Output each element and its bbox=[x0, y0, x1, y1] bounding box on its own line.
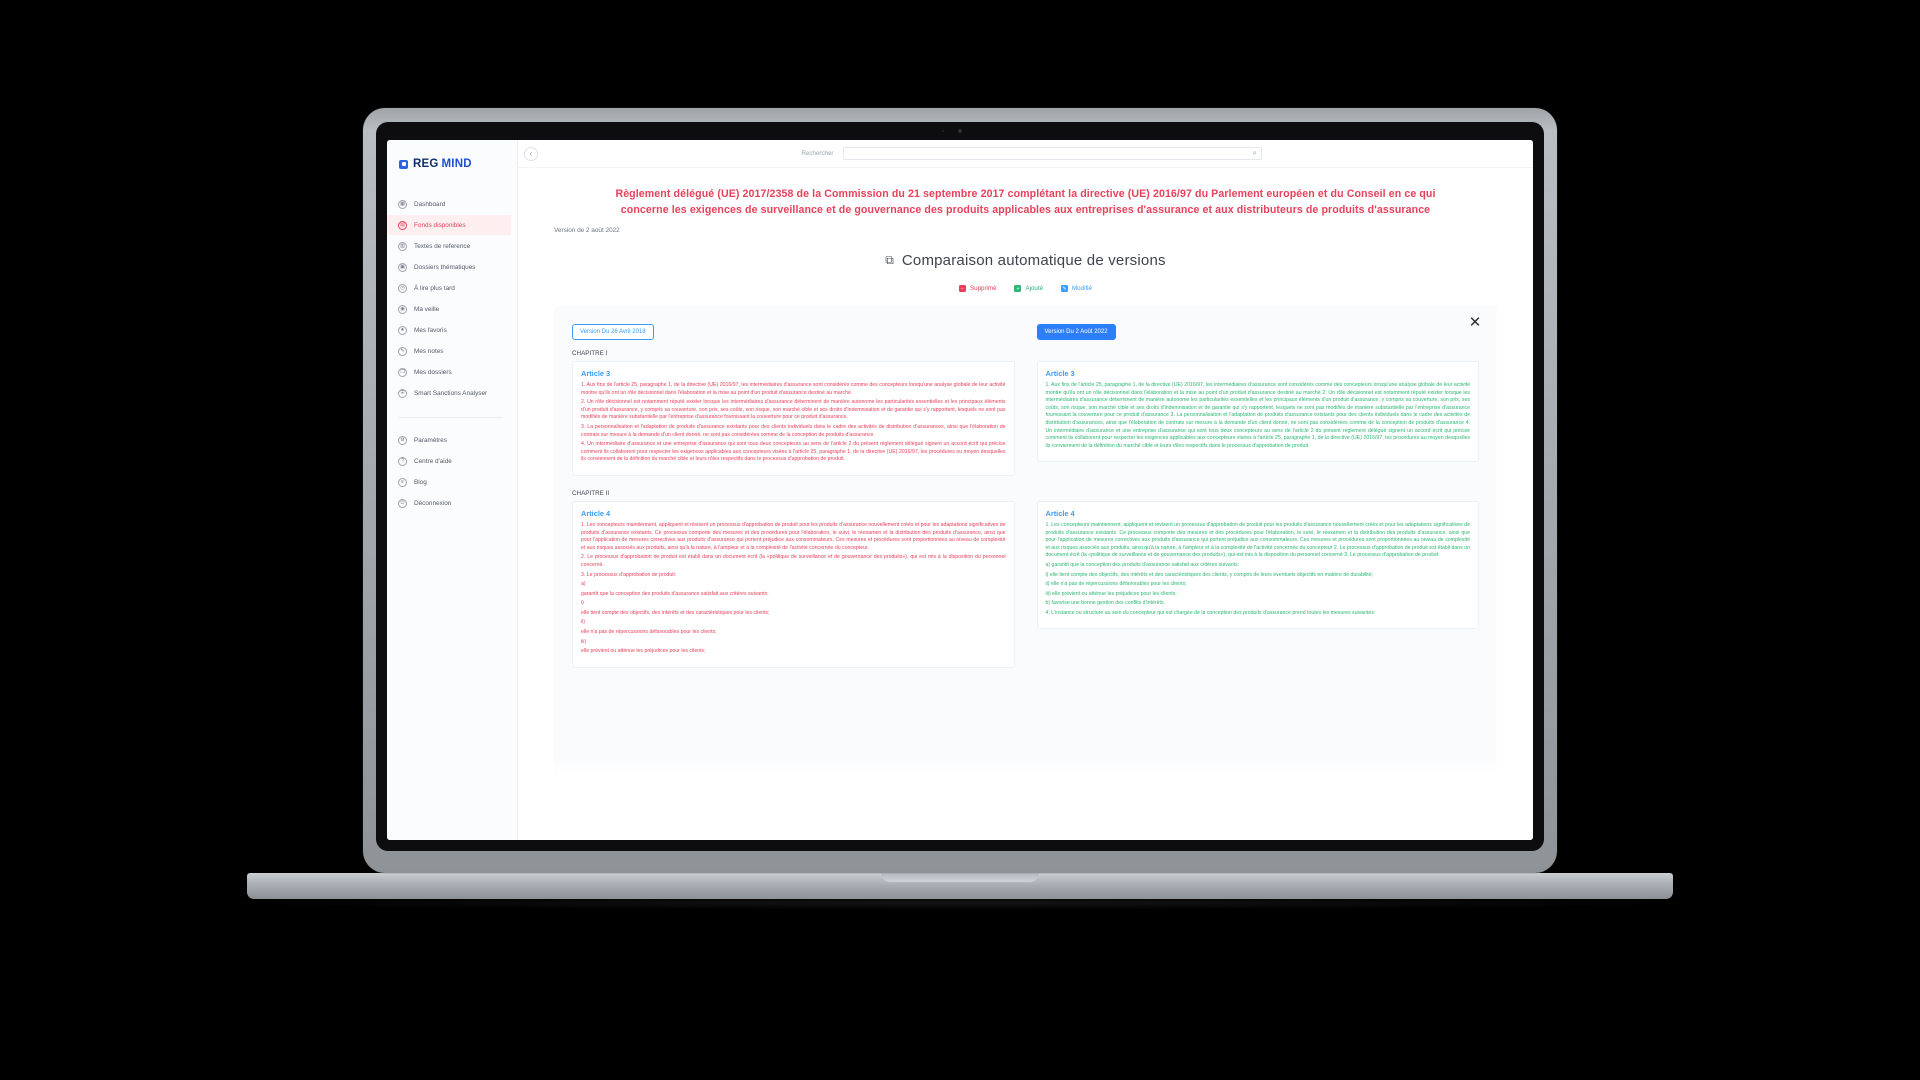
article-title: Article 4 bbox=[581, 508, 611, 518]
sidebar-item-label: Mes favoris bbox=[414, 326, 447, 334]
paragraph: 1. Aux fins de l'article 25, paragraphe 1, de la directive (UE) 2016/97, les intermédiaires d'assurance sont considérés comme des concepteurs lorsqu'une analyse globale de leur activité montre qu'ils ont un rôle décisionnel dans l'élaboration et la mise au point d'un produit d'assurance destiné au marché. bbox=[581, 382, 1006, 396]
sidebar bbox=[387, 140, 518, 840]
sidebar-item-label: Blog bbox=[414, 478, 427, 486]
content-fade bbox=[554, 758, 1497, 776]
diff-columns-1 bbox=[572, 361, 1479, 476]
folder-icon: ▣ bbox=[398, 263, 407, 272]
paragraph: elle tient compte des objectifs, des intérêts et des caractéristiques pour les clients; bbox=[581, 609, 770, 616]
help-icon: ? bbox=[398, 457, 407, 466]
sidebar-item-label: Textes de reference bbox=[414, 242, 471, 250]
comparison-panel bbox=[554, 306, 1497, 776]
app-window bbox=[387, 140, 1533, 840]
document-icon: ▥ bbox=[398, 242, 407, 251]
paragraph: i) bbox=[581, 600, 584, 607]
paragraph: 3. La personnalisation et l'adaptation de produits d'assurance existants pour des clients individuels dans le cadre des activités de distribution d'assurances, ainsi que l'élaboration de contrats sur mesure à la demande d'un client donné, ne sont pas considérées comme de la conception de produits d'assurance. bbox=[581, 423, 1006, 438]
sidebar-item-parametres[interactable] bbox=[387, 430, 517, 450]
sidebar-item-a-lire-plus-tard[interactable] bbox=[387, 278, 517, 298]
shield-icon: ⛨ bbox=[398, 389, 407, 398]
diff-legend bbox=[554, 285, 1497, 292]
paragraph: ii) bbox=[581, 619, 586, 626]
sidebar-item-label: Mes dossiers bbox=[414, 368, 452, 376]
laptop-mockup bbox=[363, 108, 1557, 873]
paragraph: 1. Les concepteurs maintiennent, appliquent et révisent un processus d'approbation de produit pour les produits d'assurance nouvellement créés et pour les adaptations significatives de produits d'assurance existants. Ce processus comporte des mesures et des procédures pour l'élaboration, le suivi, le réexamen et la distribution des produits d'assurance, ainsi que pour l'application de mesures correctives aux produits d'assurance qui portent préjudice aux consommateurs. Ces mesures et procédures sont proportionnées au niveau de complexité et aux risques associés aux produits, ainsi qu'à la nature, à l'ampleur et à la complexité de l'activité concernée du concepteur 2. Le processus d'approbation de produit est établi dans un document écrit (la «politique de surveillance et de gouvernance des produits»), qui est mis à la disposition du personnel concerné 3. Le processus d'approbation de produit: bbox=[1045, 521, 1470, 559]
search-label: Rechercher bbox=[801, 150, 834, 157]
close-icon[interactable]: ✕ bbox=[1468, 314, 1482, 331]
sidebar-item-blog[interactable] bbox=[387, 472, 517, 492]
sidebar-nav bbox=[387, 194, 517, 513]
sidebar-item-mes-dossiers[interactable] bbox=[387, 362, 517, 382]
sidebar-item-mes-favoris[interactable] bbox=[387, 320, 517, 340]
content-area bbox=[518, 168, 1533, 840]
right-version-chip[interactable]: Version Du 2 Août 2022 bbox=[1037, 324, 1116, 340]
search-box[interactable] bbox=[843, 147, 1261, 160]
paragraph: a) garantit que la conception des produits d'assurance satisfait aux critères suivants: bbox=[1045, 561, 1240, 568]
paragraph: 2. Le processus d'approbation de produit est établi dans un document écrit (la «politique de surveillance et de gouvernance des produits»), qui est mis à la disposition du personnel concerné. bbox=[581, 554, 1006, 568]
sidebar-item-label: Mes notes bbox=[414, 347, 444, 355]
grid-icon: ▦ bbox=[398, 200, 407, 209]
paragraph: 4. Un intermédiaire d'assurance et une entreprise d'assurance qui sont tous deux concepteurs au sens de l'article 2 du présent règlement délégué signent un accord écrit qui précise comment ils collaborent pour respecter les exigences applicables aux concepteurs visées à l'article 25, paragraphe 1, de la directive (UE) 2016/97, les procédures ou moyen desquelles ils conviennent de la définition du marché cible et leurs rôles respectifs dans le processus d'approbation de produit. bbox=[581, 441, 1006, 463]
search-input[interactable] bbox=[848, 150, 1252, 158]
diff-card bbox=[1037, 361, 1480, 462]
webcam-notch bbox=[906, 122, 1014, 139]
sidebar-item-label: Dossiers thématiques bbox=[414, 263, 476, 271]
brand-name-part2: MIND bbox=[441, 158, 472, 170]
brand-logo[interactable] bbox=[387, 154, 517, 174]
diff-card bbox=[1037, 501, 1480, 630]
sidebar-item-deconnexion[interactable] bbox=[387, 493, 517, 513]
book-icon: ▤ bbox=[398, 221, 407, 230]
diff-right-column bbox=[1037, 361, 1480, 476]
top-bar bbox=[518, 140, 1533, 168]
chapter-label: CHAPITRE I bbox=[572, 350, 608, 357]
page-title: Règlement délégué (UE) 2017/2358 de la Commission du 21 septembre 2017 complétant la directive (UE) 2016/97 du Parlement européen et du Conseil en ce qui concerne les exigences de surveillance et de gouvernance des produits applicables aux entreprises d'assurance et aux distributeurs de produits d'assurance bbox=[615, 188, 1436, 216]
sidebar-item-label: Fonds disponibles bbox=[414, 221, 466, 229]
diff-columns-2 bbox=[572, 501, 1479, 668]
sidebar-item-textes-de-reference[interactable] bbox=[387, 236, 517, 256]
search-area bbox=[802, 147, 1262, 160]
sidebar-item-label: Dashboard bbox=[414, 200, 446, 208]
comparison-heading bbox=[554, 252, 1497, 269]
sidebar-item-mes-notes[interactable] bbox=[387, 341, 517, 361]
paragraph: 1. Les concepteurs maintiennent, appliquent et révisent un processus d'approbation de produit pour les produits d'assurance nouvellement créés et pour les adaptations significatives de produits d'assurance existants. Ce processus comporte des mesures et des procédures pour l'élaboration, le suivi, le réexamen et la distribution des produits d'assurance, ainsi que pour l'application de mesures correctives aux produits d'assurance qui portent préjudice aux consommateurs. Ces mesures et procédures sont proportionnées au niveau de complexité et aux risques associés aux produits, ainsi qu'à la nature, à l'ampleur et à la complexité de l'activité concernée du concepteur. bbox=[581, 521, 1006, 551]
sidebar-item-label: Déconnexion bbox=[414, 499, 452, 507]
chapter-label: CHAPITRE II bbox=[572, 489, 610, 497]
comparison-title: Comparaison automatique de versions bbox=[901, 252, 1166, 269]
sidebar-item-fonds-disponibles[interactable] bbox=[387, 215, 511, 235]
legend-label: Ajouté bbox=[1025, 285, 1044, 292]
diff-right-column bbox=[1037, 501, 1480, 668]
legend-label: Supprimé bbox=[970, 285, 997, 292]
brand-name-part1: REG bbox=[413, 158, 439, 170]
diff-card bbox=[572, 361, 1015, 476]
paragraph: 4. L'instance ou structure au sein du concepteur qui est chargée de la conception des produits d'assurance prend toutes les mesures suivantes: bbox=[1045, 609, 1376, 616]
paragraph: elle prévient ou atténue les préjudices pour les clients; bbox=[581, 648, 706, 655]
rss-icon: ≡ bbox=[398, 478, 407, 487]
laptop-screen bbox=[387, 140, 1533, 840]
legend-label: Modifié bbox=[1072, 285, 1092, 292]
version-selector-row bbox=[572, 320, 1479, 340]
paragraph: elle n'a pas de répercussions défavorables pour les clients; bbox=[581, 629, 717, 636]
added-swatch-icon: + bbox=[1014, 285, 1021, 292]
gear-icon: ⚙ bbox=[398, 436, 407, 445]
paragraph: b) favorise une bonne gestion des conflits d'intérêts. bbox=[1045, 600, 1166, 607]
sidebar-item-dossiers-thematiques[interactable] bbox=[387, 257, 517, 277]
laptop-base-shadow bbox=[200, 896, 1720, 910]
modified-swatch-icon: ✎ bbox=[1062, 285, 1067, 292]
note-icon: ✎ bbox=[398, 347, 407, 356]
paragraph: 3. Le processus d'approbation de produit: bbox=[581, 571, 677, 578]
chevron-left-icon[interactable]: ‹ bbox=[524, 147, 538, 161]
paragraph: 1. Aux fins de l'article 25, paragraphe 1, de la directive (UE) 2016/97, les intermédiaires d'assurance sont considérés comme des concepteurs lorsqu'une analyse globale de leur activité montre qu'ils ont un rôle décisionnel dans l'élaboration et la mise au point d'un produit d'assurance destiné au marché 2. Un rôle décisionnel est notamment réputé exister lorsque les intermédiaires d'assurance déterminent de manière autonome les particularités essentielles et les principaux éléments d'un produit d'assurance, y compris sa couverture, son prix, ses coûts, son risque, son marché cible et ses droits d'indemnisation et de garantie qui s'y rapportent, lesquels ne sont pas modifiés de manière substantielle par l'entreprise d'assurance fournissant la couverture pour ce produit d'assurance 3. La personnalisation et l'adaptation de produits d'assurance existants pour des clients individuels dans le cadre des activités de distribution d'assurances, ainsi que l'élaboration de contrats sur mesure à la demande d'un client donné, ne sont pas considérées comme de la conception de produits d'assurance 4. Un intermédiaire d'assurance et une entreprise d'assurance qui sont tous deux concepteurs au sens de l'article 2 du présent règlement délégué signent un accord écrit qui précise comment ils collaborent pour respecter les exigences applicables aux concepteurs visées à l'article 25, paragraphe 1, de la directive (UE) 2016/97, les procédures au moyen desquelles ils conviennent de la définition du marché cible et leurs rôles respectifs dans le processus d'approbation de produit. bbox=[1045, 382, 1470, 449]
legend-item-modifie bbox=[1061, 285, 1092, 292]
left-version-col bbox=[572, 320, 1015, 340]
sidebar-item-label: Centre d'aide bbox=[414, 457, 452, 465]
search-icon[interactable]: ⌕ bbox=[1252, 149, 1257, 157]
sidebar-item-dashboard[interactable] bbox=[387, 194, 517, 214]
right-version-col bbox=[1037, 320, 1480, 340]
sidebar-item-centre-daide[interactable] bbox=[387, 451, 517, 471]
legend-item-ajoute bbox=[1014, 285, 1043, 292]
laptop-base-notch bbox=[881, 873, 1039, 882]
article-title: Article 4 bbox=[1045, 508, 1075, 518]
compare-copy-icon: ⧉ bbox=[885, 253, 894, 267]
sidebar-item-smart-sanctions-analyser[interactable] bbox=[387, 383, 517, 403]
laptop-bezel bbox=[376, 122, 1544, 851]
sidebar-divider bbox=[399, 417, 503, 418]
sensor-icon bbox=[942, 130, 944, 132]
laptop-lid bbox=[363, 108, 1557, 873]
paragraph: i) elle tient compte des objectifs, des intérêts et des caractéristiques des clients, y compris de leurs éventuels objectifs en matière de durabilité; bbox=[1045, 571, 1374, 578]
diff-left-column bbox=[572, 361, 1015, 476]
paragraph: ii) elle n'a pas de répercussions défavorables pour les clients; bbox=[1045, 581, 1187, 588]
sidebar-item-label: Paramètres bbox=[414, 436, 448, 444]
deleted-swatch-icon: − bbox=[959, 285, 966, 292]
main-area bbox=[518, 140, 1533, 840]
article-title: Article 3 bbox=[1045, 369, 1075, 378]
logout-icon: ⏻ bbox=[398, 499, 407, 508]
sidebar-item-label: À lire plus tard bbox=[414, 284, 455, 292]
paragraph: a) bbox=[581, 581, 586, 588]
diff-left-column bbox=[572, 501, 1015, 668]
left-version-chip[interactable]: Version Du 26 Avril 2018 bbox=[572, 324, 654, 340]
sidebar-item-ma-veille[interactable] bbox=[387, 299, 517, 319]
paragraph: garantit que la conception des produits d'assurance satisfait aux critères suivants: bbox=[581, 590, 769, 597]
square-logo-icon bbox=[399, 160, 408, 169]
clock-icon: ◷ bbox=[398, 284, 407, 293]
sidebar-item-label: Ma veille bbox=[414, 305, 440, 313]
article-title: Article 3 bbox=[581, 369, 611, 378]
eye-icon: ◉ bbox=[398, 305, 407, 314]
sidebar-item-label: Smart Sanctions Analyser bbox=[414, 389, 488, 397]
paragraph: iii) bbox=[581, 638, 587, 645]
document-version-line: Version de 2 août 2022 bbox=[554, 227, 620, 234]
legend-item-supprime bbox=[959, 285, 996, 292]
folders-icon: ❐ bbox=[398, 368, 407, 377]
webcam-icon bbox=[958, 129, 962, 133]
paragraph: 2. Un rôle décisionnel est notamment réputé exister lorsque les intermédiaires d'assurance déterminent de manière autonome les particularités essentielles et les principaux éléments d'un produit d'assurance, y compris sa couverture, son prix, ses coûts, son risque, son marché cible et ses droits d'indemnisation et de garantie qui s'y rapportent, lesquels ne sont pas modifiés de manière substantielle par l'entreprise d'assurance fournissant la couverture pour ce produit d'assurance. bbox=[581, 399, 1006, 421]
star-icon: ★ bbox=[398, 326, 407, 335]
diff-card bbox=[572, 501, 1015, 668]
paragraph: iii) elle prévient ou atténue les préjudices pour les clients; bbox=[1045, 590, 1177, 597]
